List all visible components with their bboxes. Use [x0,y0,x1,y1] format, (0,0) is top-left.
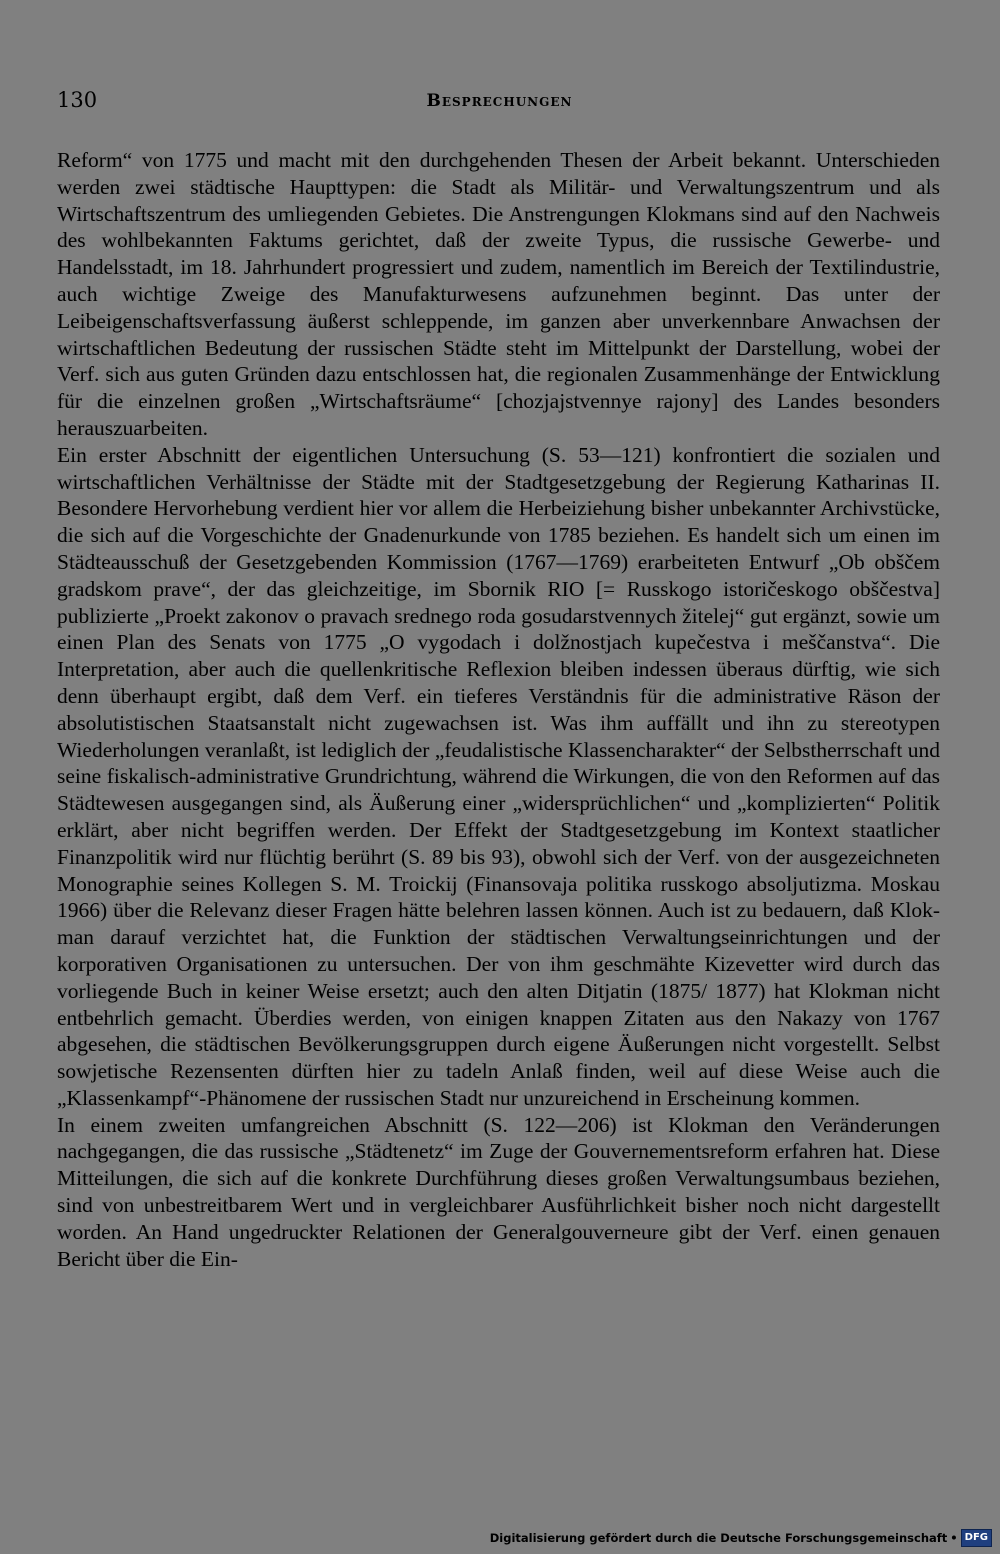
paragraph-3: In einem zweiten umfangreichen Abschnitt (S. 122—206) ist Klokman den Veränderungen nachgegangen, die das russische „Städtenetz“ im Zuge der Gouvernementsreform erfahren hat. Diese Mitteilungen, die sich auf die konkrete Durchführung dieses großen Verwaltungsumbaus beziehen, sind von unbestreitbarem Wert und in vergleichbarer Ausführlichkeit bisher noch nicht dargestellt worden. An Hand ungedruckter Relationen der Generalgouverneure gibt der Verf. einen genauen Bericht über die Ein- [57,1112,940,1271]
digitization-credit [490,1528,992,1548]
dfg-logo-icon: DFG [961,1529,992,1547]
page-number: 130 [57,88,98,112]
running-head: Besprechungen [426,91,573,111]
paragraph-1: Reform“ von 1775 und macht mit den durchgehenden Thesen der Arbeit bekannt. Unterschieden werden zwei städtische Haupttypen: die Stadt als Militär- und Verwaltungszentrum und als Wirtschaftszentrum des umliegenden Gebietes. Die Anstrengungen Klokmans sind auf den Nachweis des wohlbekannten Faktums gerichtet, daß der zweite Typus, die russische Gewerbe- und Handelsstadt, im 18. Jahrhundert progressiert und zudem, namentlich im Bereich der Textilindustrie, auch wichtige Zweige des Manufakturwesens aufzunehmen beginnt. Das unter der Leibeigenschaftsverfassung äußerst schleppende, im ganzen aber unverkennbare Anwachsen der wirtschaftlichen Bedeutung der russischen Städte steht im Mittelpunkt der Darstellung, wobei der Verf. sich aus guten Gründen dazu entschlossen hat, die regionalen Zusammenhänge der Entwicklung für die einzelnen großen „Wirtschaftsräume“ [chozjajstvennye rajony] des Landes besonders herauszuarbeiten. [57,148,940,440]
credit-text: Digitalisierung gefördert durch die Deutsche Forschungsgemeinschaft [489,1531,948,1545]
page-header [57,88,942,118]
paragraph-2: Ein erster Abschnitt der eigentlichen Untersuchung (S. 53—121) konfrontiert die sozialen und wirtschaftlichen Verhältnisse der Städte mit der Stadtgesetzgebung der Regierung Katharinas II. Besondere Hervorhebung verdient hier vor allem die Herbeiziehung bisher unbekannter Archivstücke, die sich auf die Vorgeschichte der Gnadenurkunde von 1785 beziehen. Es handelt sich um einen im Städteausschuß der Gesetzgebenden Kommission (1767—1769) erarbeiteten Entwurf „Ob obščem gradskom prave“, der das gleichzeitige, im Sbornik RIO [= Russkogo istoričeskogo obščestva] publizierte „Proekt zakonov o pravach srednego roda gosudarstvennych žitelej“ gut ergänzt, sowie um einen Plan des Senats von 1775 „O vygodach i dolžnostjach kupečestva i meščanstva“. Die Interpretation, aber auch die quellenkritische Reflexion bleiben indessen überaus dürftig, wie sich denn überhaupt ergibt, daß dem Verf. ein tieferes Verständnis für die administrative Räson der absolutistischen Staatsanstalt nicht zugewachsen ist. Was ihm auffällt und ihn zu stereotypen Wiederholungen veranlaßt, ist lediglich der „feudalistische Klassencharakter“ der Selbstherrschaft und seine fiskalisch-administrative Grundrichtung, während die Wirkungen, die von den Reformen auf das Städtewesen ausgegangen sind, als Äußerung einer „widersprüchlichen“ und „komplizierten“ Politik erklärt, aber nicht begriffen werden. Der Effekt der Stadtgesetzgebung im Kontext staatlicher Finanzpolitik wird nur flüchtig berührt (S. 89 bis 93), obwohl sich der Verf. von der ausgezeichneten Monographie seines Kollegen S. M. Troickij (Finansovaja politika russkogo absoljutizma. Moskau 1966) über die Relevanz dieser Fragen hätte belehren lassen können. Auch ist zu bedauern, daß Klokman darauf verzichtet hat, die Funktion der städtischen Verwaltungseinrichtungen und der korporativen Organisationen zu untersuchen. Der von ihm geschmähte Kizevetter wird durch das vorliegende Buch in keiner Weise ersetzt; auch den alten Ditjatin (1875/ 1877) hat Klokman nicht entbehrlich gemacht. Überdies werden, von einigen knappen Zitaten aus den Nakazy von 1767 abgesehen, die städtischen Bevölkerungsgruppen durch eigene Äußerungen nicht vorgestellt. Selbst sowjetische Rezensenten dürften hier zu tadeln Anlaß finden, weil auf diese Weise auch die „Klassenkampf“-Phänomene der russischen Stadt nur unzureichend in Erscheinung kommen. [57,442,940,1110]
credit-separator: • [950,1531,958,1545]
article-body [57,147,940,1272]
